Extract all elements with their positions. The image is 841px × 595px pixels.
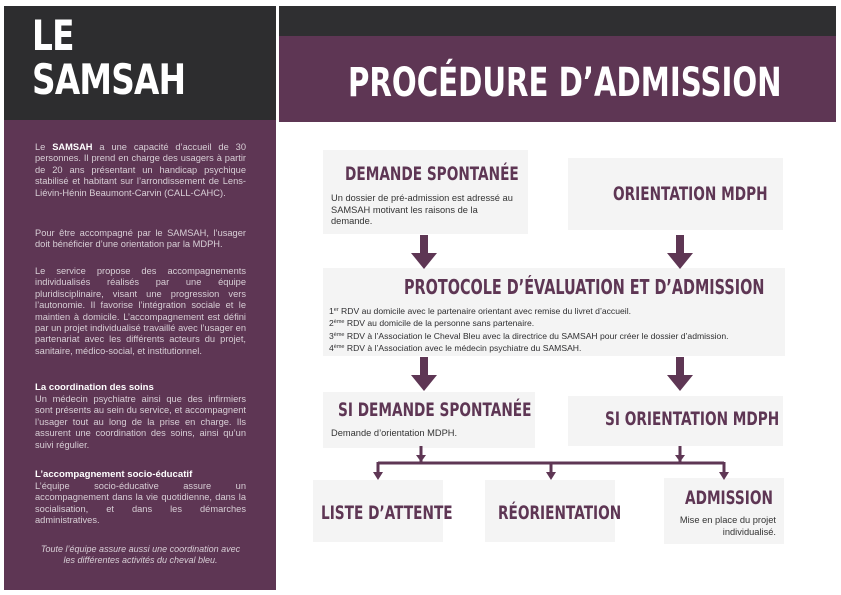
si-demande-title: SI DEMANDE SPONTANÉE [338,399,532,421]
left-title-line2: SAMSAH [32,55,186,104]
liste-attente-title: LISTE D’ATTENTE [321,502,453,524]
arrow-down-icon [667,357,693,391]
arrow-down-icon [667,235,693,269]
demande-spontanee-title: DEMANDE SPONTANÉE [345,163,519,185]
reorientation-title: RÉORIENTATION [498,502,622,524]
step-item: 3ème RDV à l’Association le Cheval Bleu avec la directrice du SAMSAH pour créer le dossier d’admission. [329,330,729,341]
coordination-paragraph: Un médecin psychiatre ainsi que des infirmiers sont présents au sein du service, et accompagnent l’usager tout au long de la prise en charge. Ils assurent une coordination des soins, ainsi qu’un suivi régulier. [35,394,246,450]
protocole-title: PROTOCOLE D’ÉVALUATION ET D’ADMISSION [404,275,765,299]
step-item: 4ème RDV à l’Association avec le médecin psychiatre du SAMSAH. [329,343,582,354]
si-orientation-title: SI ORIENTATION MDPH [605,408,780,430]
left-title-line1: LE [32,11,74,60]
right-top-strip [279,6,836,36]
step-item: 2ème RDV au domicile de la personne sans partenaire. [329,318,535,329]
intro-rest: a une capacité d’accueil de 30 personnes. Il prend en charge des usagers à partir de 20 ans présentant un handicap psychique stabilisé et habitant sur l’arrondissement de Lens-Liévin-Hénin Beaumont-Carvin (CALL-CAHC). [35,142,246,198]
branch-connector-icon [370,446,732,482]
orientation-mdph-title: ORIENTATION MDPH [613,183,768,205]
arrow-down-icon [411,235,437,269]
protocole-steps [329,305,809,355]
arrow-down-icon [411,357,437,391]
left-footer-note: Toute l’équipe assure aussi une coordination avec les différentes activités du cheval bleu. [40,544,241,566]
socio-educatif-heading: L’accompagnement socio-éducatif [35,469,193,480]
intro-bold: SAMSAH [52,142,93,152]
coordination-heading: La coordination des soins [35,382,154,393]
intro-paragraph [35,142,246,199]
admission-title: ADMISSION [685,487,773,509]
service-paragraph: Le service propose des accompagnements individualisés réalisés par une équipe pluridisciplinaire, visant une progression vers l’autonomie. Il favorise l’intégration sociale et le maintien à domicile. L’accompagnement est défini par un projet individualisé travaillé avec l’usager en partenariat avec les différents acteurs du projet, sanitaire, médico-social, et institutionnel. [35,266,246,356]
left-title [32,11,186,104]
admission-text: Mise en place du projet individualisé. [679,515,776,537]
socio-educatif-paragraph: L’équipe socio-éducative assure un accompagnement dans la vie quotidienne, dans la socialisation, et dans les démarches administratives. [35,481,246,526]
step-item: 1er RDV au domicile avec le partenaire orientant avec remise du livret d’accueil. [329,306,631,316]
page-title: PROCÉDURE D’ADMISSION [348,60,782,106]
demande-spontanee-text: Un dossier de pré-admission est adressé au SAMSAH motivant les raisons de la demande. [331,193,513,226]
si-demande-text: Demande d’orientation MDPH. [331,428,458,438]
intro-prefix: Le [35,142,53,152]
mdph-paragraph: Pour être accompagné par le SAMSAH, l’usager doit bénéficier d’une orientation par la MDPH. [35,228,246,250]
